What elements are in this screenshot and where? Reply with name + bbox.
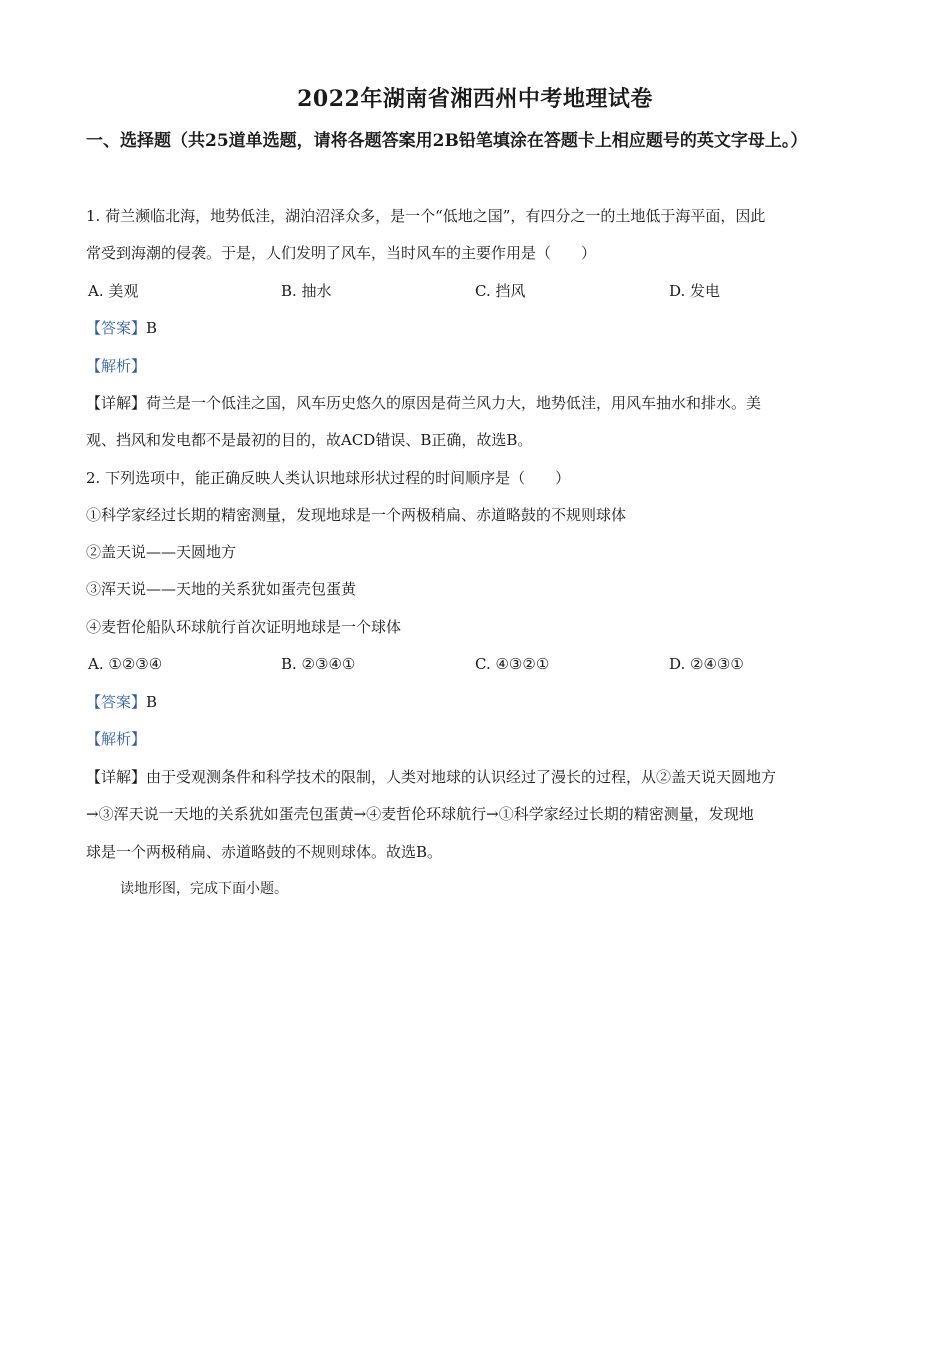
q1-option-a: A. 美观 (88, 282, 139, 300)
q1-detail-text: 荷兰是一个低洼之国，风车历史悠久的原因是荷兰风力大，地势低洼，用风车抽水和排水。美 (146, 394, 762, 412)
q2-option-b: B. ②③④① (281, 655, 356, 673)
q2-answer (86, 692, 876, 712)
answer-tag: 【答案】 (86, 693, 147, 711)
q2-option-d: D. ②④③① (669, 655, 744, 673)
q2-analysis (86, 729, 876, 749)
q1-answer (86, 318, 876, 338)
next-section-prompt: 读地形图，完成下面小题。 (120, 881, 288, 897)
q2-item-2: ②盖天说——天圆地方 (86, 543, 237, 561)
q1-detail-line-2: 观、挡风和发电都不是最初的目的，故ACD错误、B正确，故选B。 (86, 431, 533, 449)
q1-stem-line-1: 1. 荷兰濒临北海，地势低洼，湖泊沼泽众多，是一个“低地之国”，有四分之一的土地低于海平面，因此 (86, 207, 766, 225)
analysis-tag: 【解析】 (86, 357, 147, 375)
page-title: 2022年湖南省湘西州中考地理试卷 (297, 86, 653, 112)
analysis-tag: 【解析】 (86, 730, 147, 748)
q2-option-a: A. ①②③④ (88, 655, 163, 673)
q2-answer-value: B (146, 693, 158, 711)
q2-option-c: C. ④③②① (475, 655, 550, 673)
detail-tag: 【详解】 (86, 768, 147, 786)
q2-detail-text: 由于受观测条件和科学技术的限制，人类对地球的认识经过了漫长的过程，从②盖天说天圆地方 (146, 768, 777, 786)
q1-option-b: B. 抽水 (281, 282, 332, 300)
q1-analysis (86, 356, 876, 376)
q2-item-3: ③浑天说——天地的关系犹如蛋壳包蛋黄 (86, 580, 357, 598)
q2-item-1: ①科学家经过长期的精密测量，发现地球是一个两极稍扁、赤道略鼓的不规则球体 (86, 506, 627, 524)
q1-stem-line-2: 常受到海潮的侵袭。于是，人们发明了风车，当时风车的主要作用是（ ） (86, 244, 597, 262)
q1-option-d: D. 发电 (669, 282, 721, 300)
q2-detail-line-2: →③浑天说一天地的关系犹如蛋壳包蛋黄→④麦哲伦环球航行→①科学家经过长期的精密测量，发现地 (86, 805, 754, 823)
q2-detail-line-1 (86, 767, 876, 787)
q2-item-4: ④麦哲伦船队环球航行首次证明地球是一个球体 (86, 618, 402, 636)
q2-stem: 2. 下列选项中，能正确反映人类认识地球形状过程的时间顺序是（ ） (86, 469, 571, 487)
section-heading: 一、选择题（共25道单选题，请将各题答案用2B铅笔填涂在答题卡上相应题号的英文字母上。） (86, 131, 808, 151)
answer-tag: 【答案】 (86, 319, 147, 337)
q1-detail-line-1 (86, 393, 876, 413)
q2-detail-line-3: 球是一个两极稍扁、赤道略鼓的不规则球体。故选B。 (86, 843, 443, 861)
detail-tag: 【详解】 (86, 394, 147, 412)
q1-option-c: C. 挡风 (475, 282, 526, 300)
q1-answer-value: B (146, 319, 158, 337)
